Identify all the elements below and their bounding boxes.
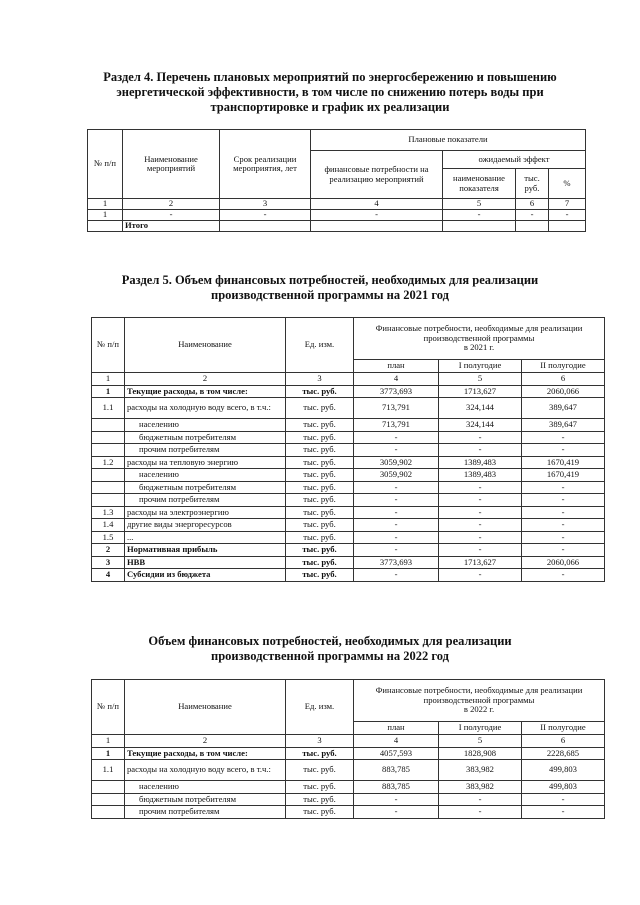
cell-plan: 713,791 bbox=[354, 419, 439, 432]
cell-unit: 3 bbox=[286, 735, 354, 748]
cell-unit: тыс. руб. bbox=[286, 494, 354, 507]
col-header-num: № п/п bbox=[88, 130, 123, 199]
table-row: 1 - - - - - - bbox=[88, 210, 586, 221]
cell-h2: 499,803 bbox=[522, 781, 605, 794]
cell-name: бюджетным потребителям bbox=[125, 431, 286, 444]
cell-name: прочим потребителям bbox=[125, 806, 286, 819]
cell-h1: 5 bbox=[439, 735, 522, 748]
col-header-num: № п/п bbox=[92, 318, 125, 373]
cell-unit: тыс. руб. bbox=[286, 444, 354, 457]
table-row: 1 2 3 4 5 6 7 bbox=[88, 199, 586, 210]
col-header-plan: план bbox=[354, 360, 439, 373]
cell-h1: - bbox=[439, 519, 522, 532]
cell-h2: - bbox=[522, 569, 605, 582]
cell-h2: 389,647 bbox=[522, 419, 605, 432]
cell-h1: 1713,627 bbox=[439, 556, 522, 569]
cell-num bbox=[92, 481, 125, 494]
section6-title: Объем финансовых потребностей, необходимых для реализации производственной программы на 2022 год bbox=[148, 634, 512, 663]
cell-num: 1.3 bbox=[92, 506, 125, 519]
cell-h2: - bbox=[522, 793, 605, 806]
col-header-fin-needs: Финансовые потребности, необходимые для реализации производственной программы в 2022 г. bbox=[354, 680, 605, 722]
table-row bbox=[92, 806, 605, 819]
cell-unit: тыс. руб. bbox=[286, 556, 354, 569]
section4-title: Раздел 4. Перечень плановых мероприятий по энергосбережению и повышению энергетической эффективности, в том числе по снижению потерь воды при транспортировке и график их реализации bbox=[103, 70, 557, 114]
cell-plan: 3773,693 bbox=[354, 556, 439, 569]
cell-h2: 2060,066 bbox=[522, 556, 605, 569]
col-header-name: Наименование мероприятий bbox=[123, 130, 220, 199]
cell-num bbox=[92, 469, 125, 482]
col-header-h1: I полугодие bbox=[439, 722, 522, 735]
col-header-unit: Ед. изм. bbox=[286, 318, 354, 373]
col-header-name: Наименование bbox=[125, 318, 286, 373]
table-row bbox=[92, 444, 605, 457]
cell-unit: тыс. руб. bbox=[286, 544, 354, 557]
cell-name: населению bbox=[125, 781, 286, 794]
table-row bbox=[92, 494, 605, 507]
cell-h1: 324,144 bbox=[439, 419, 522, 432]
cell-plan: - bbox=[354, 506, 439, 519]
cell-unit: тыс. руб. bbox=[286, 481, 354, 494]
cell-num: 3 bbox=[92, 556, 125, 569]
cell-unit: тыс. руб. bbox=[286, 398, 354, 419]
cell-num: 1.1 bbox=[92, 760, 125, 781]
cell-name: Текущие расходы, в том числе: bbox=[125, 747, 286, 760]
cell-num bbox=[92, 494, 125, 507]
cell-name: населению bbox=[125, 419, 286, 432]
cell-unit: тыс. руб. bbox=[286, 419, 354, 432]
cell-h2: 1670,419 bbox=[522, 456, 605, 469]
cell-unit: тыс. руб. bbox=[286, 385, 354, 398]
cell-h1: - bbox=[439, 531, 522, 544]
cell-h2: - bbox=[522, 444, 605, 457]
table-row-total: Итого bbox=[88, 221, 586, 232]
cell-unit: тыс. руб. bbox=[286, 793, 354, 806]
col-header-fin-needs: финансовые потребности на реализацию мероприятий bbox=[311, 151, 443, 199]
col-header-plan: план bbox=[354, 722, 439, 735]
table-row bbox=[92, 481, 605, 494]
table-row bbox=[92, 519, 605, 532]
table-row bbox=[92, 398, 605, 419]
cell-h1: - bbox=[439, 806, 522, 819]
cell-h2: 2060,066 bbox=[522, 385, 605, 398]
cell-name: Текущие расходы, в том числе: bbox=[125, 385, 286, 398]
cell-name: населению bbox=[125, 469, 286, 482]
table-row bbox=[92, 385, 605, 398]
col-header-year: в 2022 г. bbox=[463, 704, 495, 715]
cell-h2: 1670,419 bbox=[522, 469, 605, 482]
cell-plan: - bbox=[354, 531, 439, 544]
cell-h1: - bbox=[439, 481, 522, 494]
cell-num: 1.2 bbox=[92, 456, 125, 469]
cell-h2: - bbox=[522, 506, 605, 519]
table-row bbox=[92, 431, 605, 444]
table-row bbox=[92, 456, 605, 469]
table-row bbox=[92, 793, 605, 806]
cell-h1: 324,144 bbox=[439, 398, 522, 419]
col-header-fin-needs: Финансовые потребности, необходимые для реализации производственной программы в 2021 г. bbox=[354, 318, 605, 360]
table-row bbox=[92, 506, 605, 519]
cell-h2: - bbox=[522, 481, 605, 494]
col-header-h2: II полугодие bbox=[522, 722, 605, 735]
cell-name: 2 bbox=[125, 373, 286, 386]
cell-plan: - bbox=[354, 806, 439, 819]
cell-plan: 883,785 bbox=[354, 781, 439, 794]
cell-num bbox=[92, 419, 125, 432]
col-header-planned: Плановые показатели bbox=[311, 130, 586, 151]
cell-num: 1 bbox=[92, 747, 125, 760]
cell-num: 1.5 bbox=[92, 531, 125, 544]
cell-h2: 6 bbox=[522, 735, 605, 748]
cell-h1: - bbox=[439, 494, 522, 507]
table-row bbox=[92, 747, 605, 760]
cell-h1: 1713,627 bbox=[439, 385, 522, 398]
cell-num: 1 bbox=[92, 735, 125, 748]
section4-table bbox=[87, 129, 586, 232]
cell-plan: 3773,693 bbox=[354, 385, 439, 398]
cell-unit: тыс. руб. bbox=[286, 806, 354, 819]
cell-unit: тыс. руб. bbox=[286, 760, 354, 781]
cell-name: бюджетным потребителям bbox=[125, 481, 286, 494]
table-row bbox=[92, 531, 605, 544]
cell-plan: - bbox=[354, 569, 439, 582]
cell-plan: 3059,902 bbox=[354, 469, 439, 482]
cell-plan: 4057,593 bbox=[354, 747, 439, 760]
cell-name: Нормативная прибыль bbox=[125, 544, 286, 557]
cell-num: 1 bbox=[92, 385, 125, 398]
cell-plan: - bbox=[354, 431, 439, 444]
cell-h1: - bbox=[439, 544, 522, 557]
cell-h2: - bbox=[522, 544, 605, 557]
col-header-percent: % bbox=[549, 169, 586, 199]
col-header-num: № п/п bbox=[92, 680, 125, 735]
col-header-indicator: наименование показателя bbox=[443, 169, 516, 199]
col-header-thousand-rub: тыс. руб. bbox=[516, 169, 549, 199]
cell-unit: тыс. руб. bbox=[286, 519, 354, 532]
cell-num bbox=[92, 806, 125, 819]
section5-title: Раздел 5. Объем финансовых потребностей, необходимых для реализации производственной программы на 2021 год bbox=[121, 273, 539, 302]
cell-num bbox=[92, 781, 125, 794]
cell-h1: - bbox=[439, 431, 522, 444]
col-header-period: Срок реализации мероприятия, лет bbox=[220, 130, 311, 199]
col-header-name: Наименование bbox=[125, 680, 286, 735]
cell-num: 1.1 bbox=[92, 398, 125, 419]
cell-h1: - bbox=[439, 444, 522, 457]
cell-h1: - bbox=[439, 506, 522, 519]
cell-h1: 1389,483 bbox=[439, 469, 522, 482]
cell-name: расходы на холодную воду всего, в т.ч.: bbox=[125, 398, 286, 419]
cell-plan: 4 bbox=[354, 373, 439, 386]
cell-unit: тыс. руб. bbox=[286, 469, 354, 482]
col-header-expected: ожидаемый эффект bbox=[443, 151, 586, 169]
cell-name: прочим потребителям bbox=[125, 494, 286, 507]
cell-h2: 389,647 bbox=[522, 398, 605, 419]
cell-name: ... bbox=[125, 531, 286, 544]
cell-plan: 4 bbox=[354, 735, 439, 748]
table-row bbox=[92, 544, 605, 557]
cell-unit: тыс. руб. bbox=[286, 747, 354, 760]
cell-unit: тыс. руб. bbox=[286, 431, 354, 444]
cell-h1: 1389,483 bbox=[439, 456, 522, 469]
cell-unit: тыс. руб. bbox=[286, 506, 354, 519]
cell-name: бюджетным потребителям bbox=[125, 793, 286, 806]
cell-plan: - bbox=[354, 793, 439, 806]
cell-num: 1 bbox=[92, 373, 125, 386]
cell-h1: - bbox=[439, 793, 522, 806]
cell-name: 2 bbox=[125, 735, 286, 748]
cell-h2: - bbox=[522, 531, 605, 544]
cell-h2: 2228,685 bbox=[522, 747, 605, 760]
cell-unit: тыс. руб. bbox=[286, 531, 354, 544]
cell-name: НВВ bbox=[125, 556, 286, 569]
table-row bbox=[92, 735, 605, 748]
cell-h1: - bbox=[439, 569, 522, 582]
table-row bbox=[92, 760, 605, 781]
cell-plan: - bbox=[354, 544, 439, 557]
table-row bbox=[92, 781, 605, 794]
cell-h2: - bbox=[522, 494, 605, 507]
table-row bbox=[92, 569, 605, 582]
cell-name: Субсидии из бюджета bbox=[125, 569, 286, 582]
cell-h2: 499,803 bbox=[522, 760, 605, 781]
cell-h2: - bbox=[522, 806, 605, 819]
cell-h1: 5 bbox=[439, 373, 522, 386]
col-header-unit: Ед. изм. bbox=[286, 680, 354, 735]
col-header-h1: I полугодие bbox=[439, 360, 522, 373]
cell-h2: - bbox=[522, 431, 605, 444]
cell-plan: - bbox=[354, 494, 439, 507]
cell-num bbox=[92, 793, 125, 806]
cell-plan: 713,791 bbox=[354, 398, 439, 419]
cell-h2: - bbox=[522, 519, 605, 532]
cell-name: другие виды энергоресурсов bbox=[125, 519, 286, 532]
cell-h1: 1828,908 bbox=[439, 747, 522, 760]
cell-h1: 383,982 bbox=[439, 760, 522, 781]
cell-unit: тыс. руб. bbox=[286, 456, 354, 469]
cell-h1: 383,982 bbox=[439, 781, 522, 794]
cell-unit: 3 bbox=[286, 373, 354, 386]
col-header-h2: II полугодие bbox=[522, 360, 605, 373]
cell-unit: тыс. руб. bbox=[286, 781, 354, 794]
cell-plan: - bbox=[354, 444, 439, 457]
cell-name: расходы на электроэнергию bbox=[125, 506, 286, 519]
section5-table bbox=[91, 317, 605, 582]
cell-num: 1.4 bbox=[92, 519, 125, 532]
col-header-year: в 2021 г. bbox=[463, 342, 495, 353]
section6-table bbox=[91, 679, 605, 819]
cell-plan: - bbox=[354, 481, 439, 494]
cell-num bbox=[92, 431, 125, 444]
cell-plan: - bbox=[354, 519, 439, 532]
cell-num: 2 bbox=[92, 544, 125, 557]
table-row bbox=[92, 373, 605, 386]
cell-name: расходы на холодную воду всего, в т.ч.: bbox=[125, 760, 286, 781]
cell-num: 4 bbox=[92, 569, 125, 582]
cell-h2: 6 bbox=[522, 373, 605, 386]
table-row bbox=[92, 419, 605, 432]
cell-name: расходы на тепловую энергию bbox=[125, 456, 286, 469]
cell-num bbox=[92, 444, 125, 457]
table-row bbox=[92, 556, 605, 569]
cell-plan: 883,785 bbox=[354, 760, 439, 781]
table-row bbox=[92, 469, 605, 482]
cell-name: прочим потребителям bbox=[125, 444, 286, 457]
cell-plan: 3059,902 bbox=[354, 456, 439, 469]
cell-unit: тыс. руб. bbox=[286, 569, 354, 582]
